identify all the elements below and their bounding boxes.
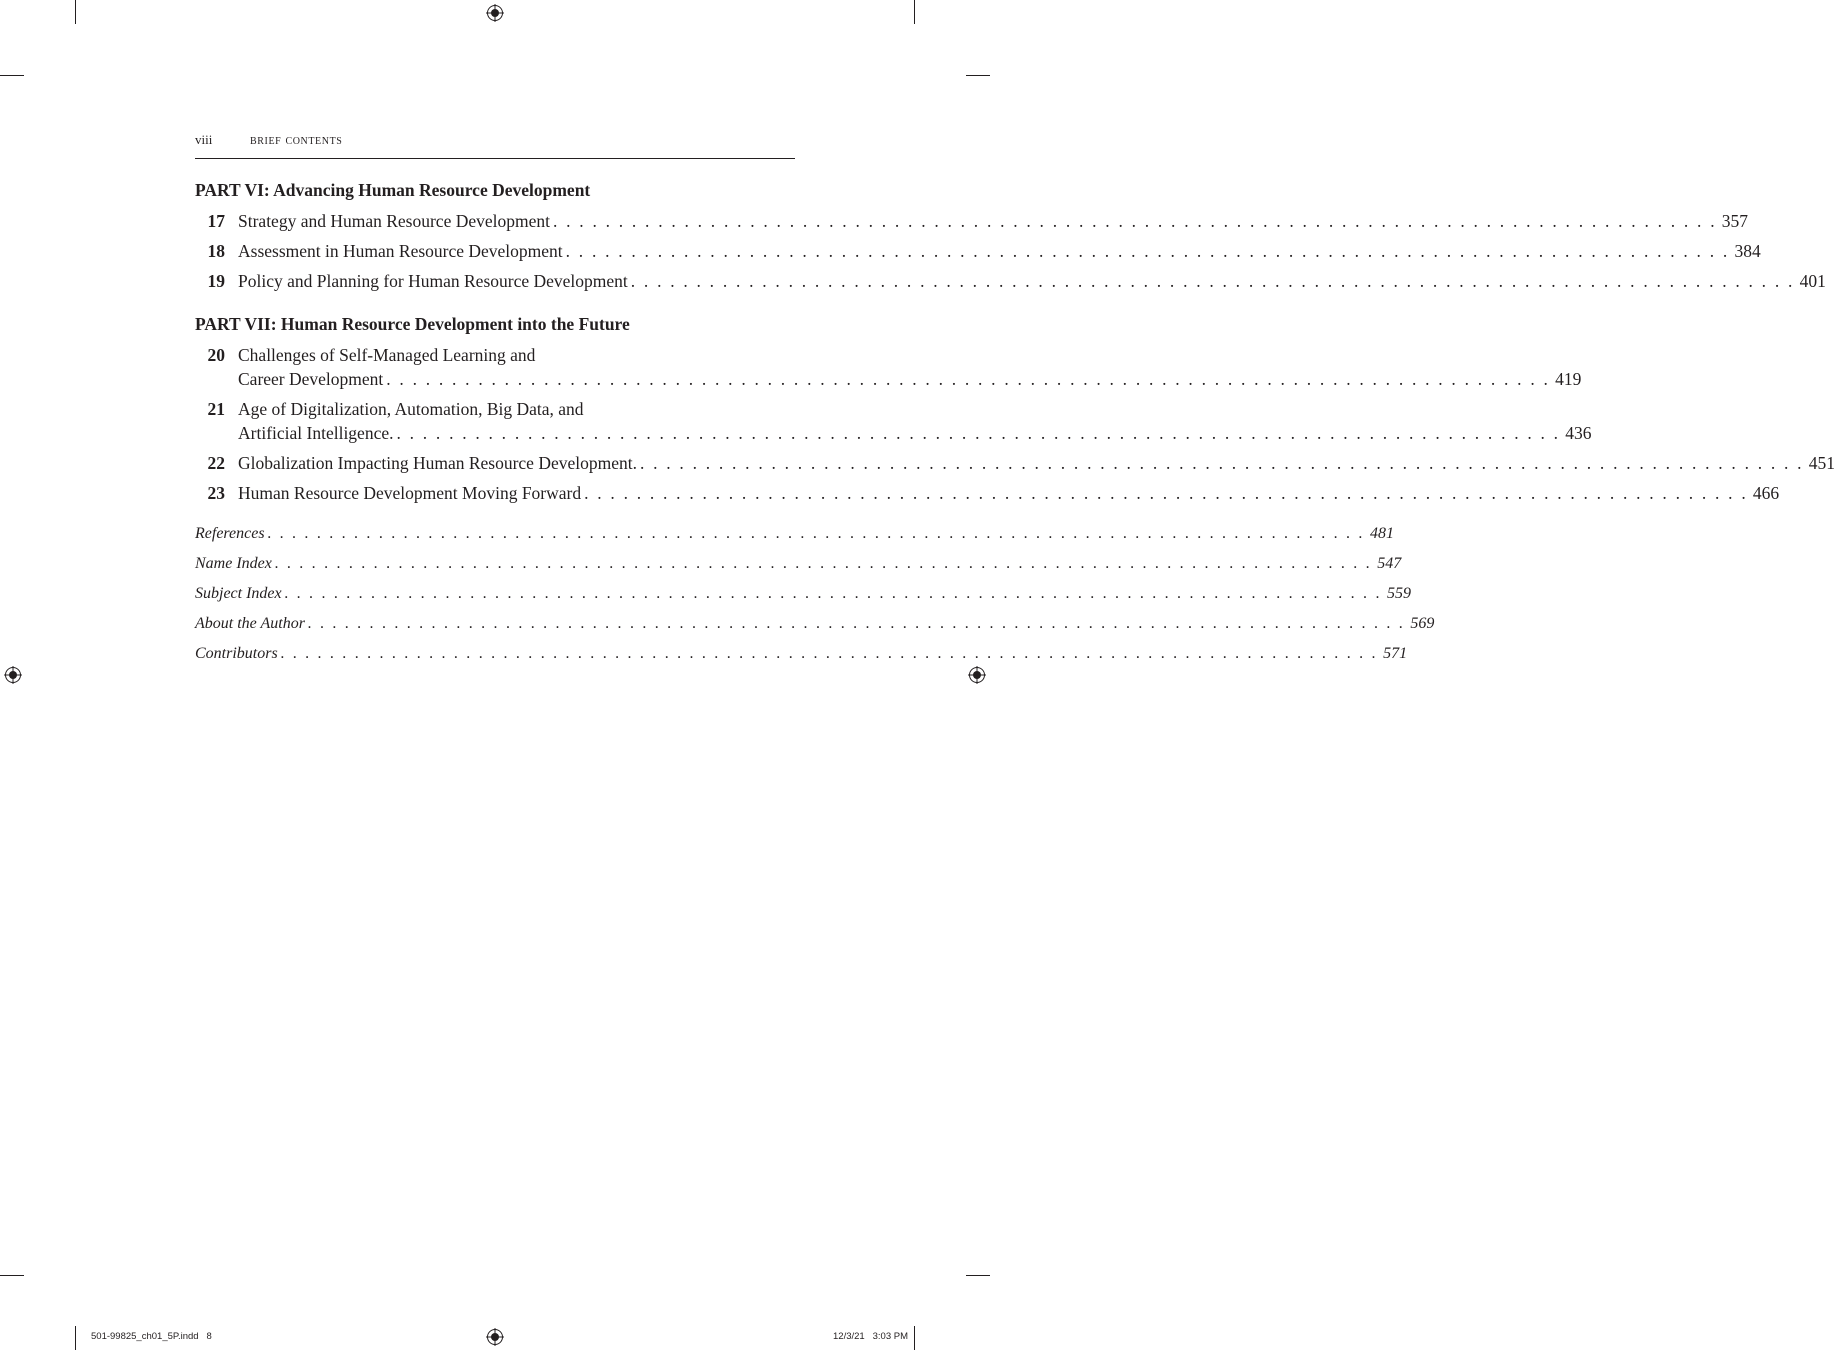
crop-mark (0, 75, 24, 76)
toc-entry[interactable] (195, 343, 1582, 397)
chapter-number: 20 (207, 345, 225, 365)
dot-leader (584, 481, 1748, 505)
dot-leader (268, 525, 1365, 543)
back-matter-entry[interactable] (195, 585, 1412, 615)
dot-leader (553, 209, 1717, 233)
chapter-title-continued: Artificial Intelligence. (238, 423, 394, 443)
registration-mark-icon (486, 4, 504, 22)
dot-leader (640, 451, 1804, 475)
registration-mark-icon (486, 1328, 504, 1346)
dot-leader (631, 269, 1795, 293)
slug-file-info: 501-99825_ch01_5P.indd 8 (91, 1331, 212, 1342)
running-head (195, 132, 795, 154)
toc-entry[interactable] (195, 397, 1592, 451)
running-head-title: brief contents (250, 133, 343, 148)
back-matter-entry[interactable] (195, 555, 1402, 585)
chapter-title: Strategy and Human Resource Development (238, 211, 550, 231)
chapter-title: Age of Digitalization, Automation, Big Data, and (238, 399, 584, 419)
chapter-title: Policy and Planning for Human Resource Development (238, 271, 628, 291)
back-matter-entry[interactable] (195, 525, 1394, 555)
page-number: 569 (1410, 615, 1435, 632)
chapter-title: Challenges of Self-Managed Learning and (238, 345, 536, 365)
page-number: 384 (1734, 241, 1761, 261)
part-title: PART VI: Advancing Human Resource Development (195, 180, 591, 200)
crop-mark (914, 1326, 915, 1350)
toc-page (195, 132, 1836, 675)
chapter-title: Assessment in Human Resource Development (238, 241, 563, 261)
page-number: 481 (1370, 525, 1394, 542)
back-matter-title: Name Index (195, 555, 272, 572)
chapter-title: Globalization Impacting Human Resource Development. (238, 453, 637, 473)
dot-leader (308, 615, 1405, 633)
page-number: 419 (1555, 369, 1582, 389)
header-rule (195, 158, 795, 159)
chapter-title-continued: Career Development (238, 369, 384, 389)
back-matter-title: References (195, 525, 265, 542)
chapter-number: 18 (207, 241, 225, 261)
chapter-number: 22 (207, 453, 225, 473)
registration-mark-icon (968, 666, 986, 684)
dot-leader (396, 421, 1560, 445)
toc-entry[interactable] (195, 239, 1761, 269)
back-matter-title: About the Author (195, 615, 305, 632)
toc-entry[interactable] (195, 481, 1780, 511)
page-number: 451 (1808, 453, 1836, 473)
back-matter-title: Subject Index (195, 585, 282, 602)
dot-leader (566, 239, 1730, 263)
toc-entry[interactable] (195, 269, 1826, 299)
chapter-number: 19 (207, 271, 225, 291)
chapter-title: Human Resource Development Moving Forward (238, 483, 582, 503)
page-number: 559 (1387, 585, 1412, 602)
page-number: 571 (1383, 645, 1408, 662)
crop-mark (0, 1275, 24, 1276)
part-title: PART VII: Human Resource Development into the Future (195, 314, 630, 334)
dot-leader (281, 645, 1378, 663)
chapter-number: 17 (207, 211, 225, 231)
chapter-number: 21 (207, 399, 225, 419)
page-number: 547 (1377, 555, 1402, 572)
crop-mark (75, 1326, 76, 1350)
registration-mark-icon (4, 666, 22, 684)
back-matter-title: Contributors (195, 645, 278, 662)
page-number: 401 (1799, 271, 1826, 291)
back-matter-list (195, 525, 1435, 675)
dot-leader (386, 367, 1550, 391)
crop-mark (914, 0, 915, 24)
page-number: 436 (1565, 423, 1592, 443)
page-number: 357 (1721, 211, 1749, 231)
crop-mark (966, 1275, 990, 1276)
crop-mark (75, 0, 76, 24)
slug-timestamp: 12/3/21 3:03 PM (833, 1331, 908, 1342)
back-matter-entry[interactable] (195, 615, 1435, 645)
toc-entry[interactable] (195, 209, 1749, 239)
dot-leader (275, 555, 1372, 573)
page-folio: viii (195, 132, 213, 147)
crop-mark (966, 75, 990, 76)
chapter-number: 23 (207, 483, 225, 503)
toc-entry[interactable] (195, 451, 1836, 481)
dot-leader (285, 585, 1382, 603)
page-number: 466 (1752, 483, 1780, 503)
back-matter-entry[interactable] (195, 645, 1408, 675)
